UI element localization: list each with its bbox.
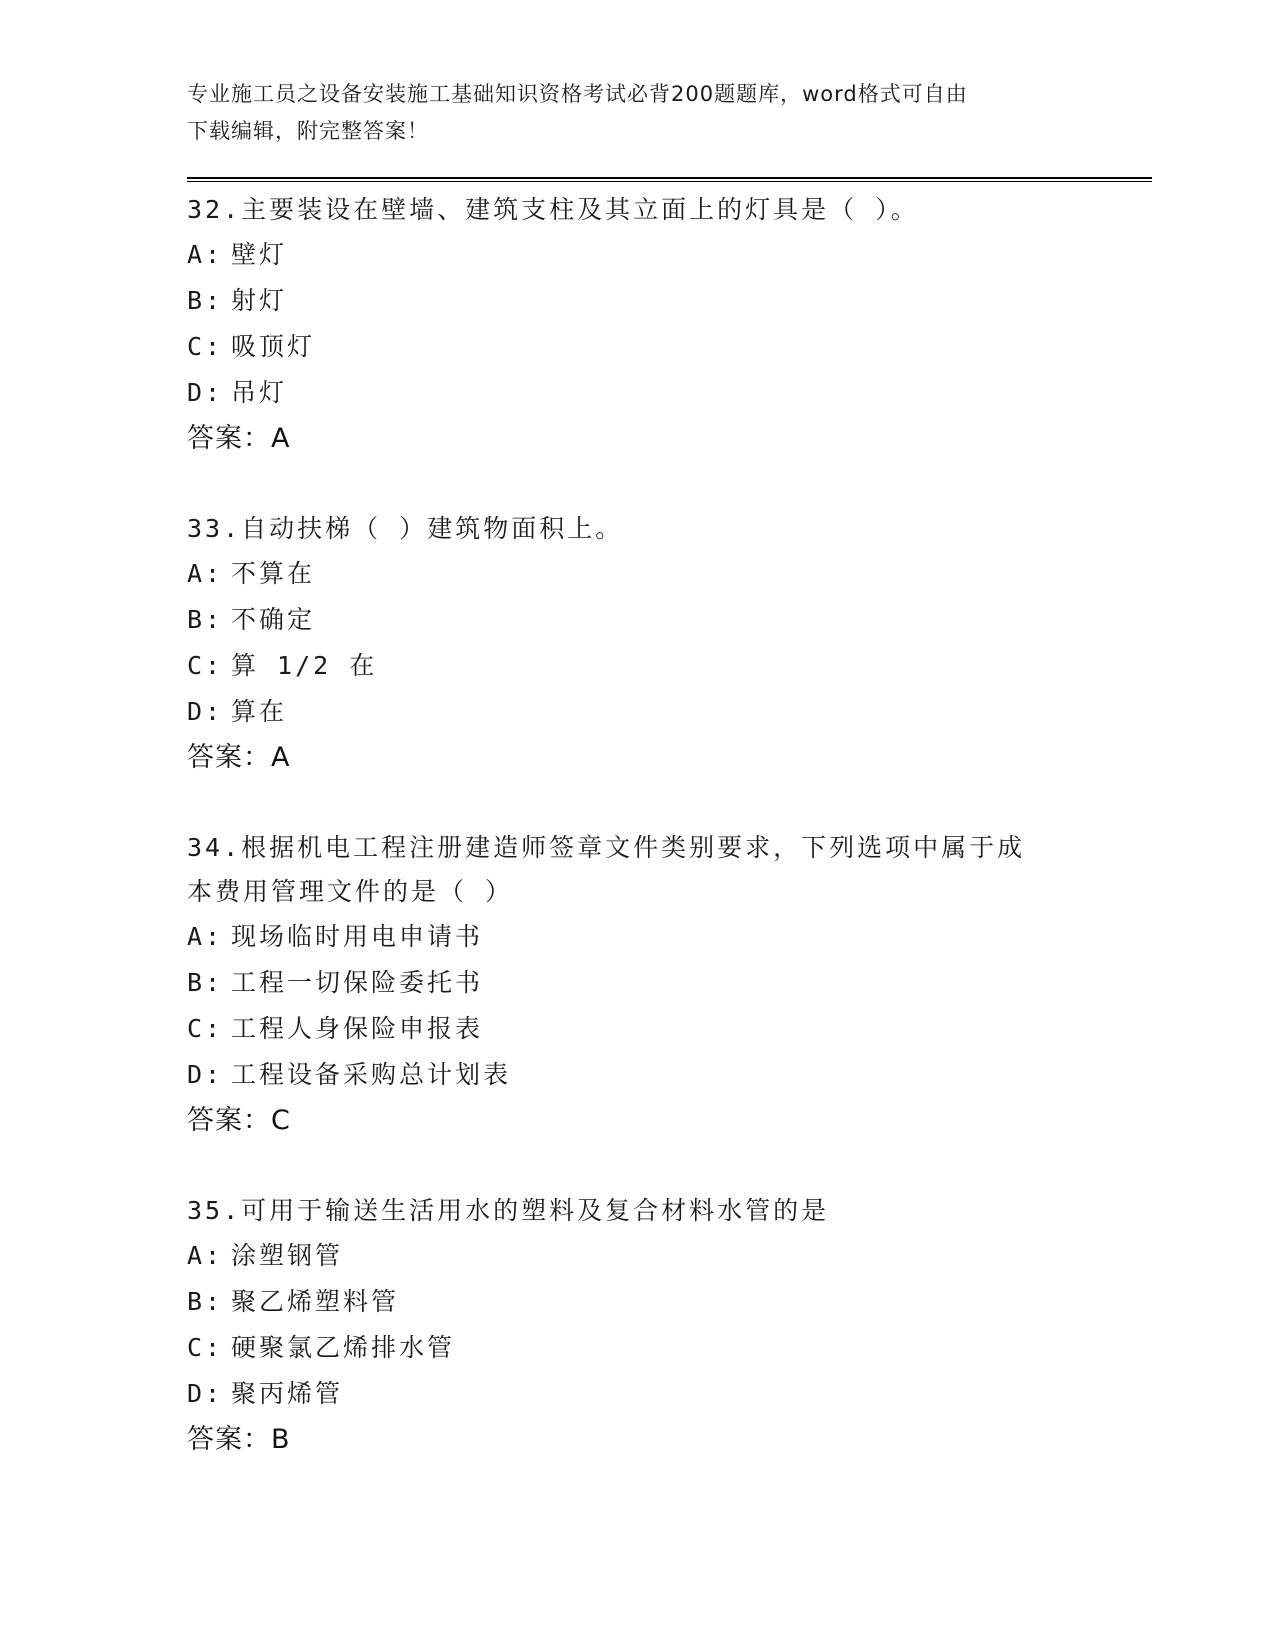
- option-text: 工程一切保险委托书: [231, 968, 484, 997]
- header-divider-thin: [187, 181, 1152, 182]
- option-text: 工程人身保险申报表: [231, 1014, 484, 1043]
- answer-line: 答案：C: [187, 1105, 291, 1136]
- option-b: [187, 597, 1087, 643]
- question-32: [187, 188, 1087, 462]
- option-text: 吸顶灯: [231, 332, 316, 361]
- option-key: A:: [187, 559, 224, 588]
- option-text: 聚乙烯塑料管: [231, 1287, 400, 1316]
- option-text: 算 1/2 在: [231, 651, 378, 680]
- question-35: [187, 1189, 1087, 1463]
- option-key: B:: [187, 968, 224, 997]
- question-stem: 32.主要装设在壁墙、建筑支柱及其立面上的灯具是（ ）。: [187, 195, 919, 224]
- option-key: C:: [187, 1014, 224, 1043]
- question-list: [187, 188, 1087, 1508]
- option-text: 壁灯: [231, 240, 288, 269]
- option-text: 不算在: [231, 559, 316, 588]
- option-text: 工程设备采购总计划表: [231, 1060, 512, 1089]
- answer-line: 答案：A: [187, 742, 291, 773]
- option-key: C:: [187, 1333, 224, 1362]
- option-key: D:: [187, 1379, 224, 1408]
- question-stem: 35.可用于输送生活用水的塑料及复合材料水管的是: [187, 1196, 830, 1225]
- question-34: [187, 826, 1087, 1144]
- option-d: [187, 1371, 1087, 1417]
- option-key: D:: [187, 1060, 224, 1089]
- option-key: C:: [187, 332, 224, 361]
- option-b: [187, 278, 1087, 324]
- document-header: [187, 76, 1087, 150]
- question-33: [187, 507, 1087, 781]
- option-text: 聚丙烯管: [231, 1379, 344, 1408]
- option-text: 不确定: [231, 605, 316, 634]
- option-key: A:: [187, 922, 224, 951]
- option-key: D:: [187, 378, 224, 407]
- option-key: D:: [187, 697, 224, 726]
- option-b: [187, 960, 1087, 1006]
- answer-line: 答案：A: [187, 423, 291, 454]
- option-key: A:: [187, 240, 224, 269]
- header-divider-thick: [187, 177, 1152, 179]
- question-stem: 34.根据机电工程注册建造师签章文件类别要求，下列选项中属于成本费用管理文件的是（ ）: [187, 833, 1026, 906]
- option-key: B:: [187, 605, 224, 634]
- header-line-1: 专业施工员之设备安装施工基础知识资格考试必背200题题库，word格式可自由: [187, 82, 968, 106]
- option-text: 现场临时用电申请书: [231, 922, 484, 951]
- question-stem: 33.自动扶梯（ ）建筑物面积上。: [187, 514, 624, 543]
- option-a: [187, 232, 1087, 278]
- option-text: 涂塑钢管: [231, 1241, 344, 1270]
- option-text: 射灯: [231, 286, 288, 315]
- option-b: [187, 1279, 1087, 1325]
- option-d: [187, 1052, 1087, 1098]
- option-a: [187, 1233, 1087, 1279]
- option-text: 硬聚氯乙烯排水管: [231, 1333, 456, 1362]
- option-d: [187, 689, 1087, 735]
- option-text: 吊灯: [231, 378, 288, 407]
- answer-line: 答案：B: [187, 1424, 291, 1455]
- option-key: C:: [187, 651, 224, 680]
- option-key: B:: [187, 286, 224, 315]
- header-line-2: 下载编辑，附完整答案！: [187, 119, 429, 143]
- option-key: A:: [187, 1241, 224, 1270]
- option-c: [187, 643, 1087, 689]
- option-text: 算在: [231, 697, 288, 726]
- option-c: [187, 1325, 1087, 1371]
- option-key: B:: [187, 1287, 224, 1316]
- option-a: [187, 914, 1087, 960]
- option-c: [187, 324, 1087, 370]
- option-c: [187, 1006, 1087, 1052]
- option-d: [187, 370, 1087, 416]
- option-a: [187, 551, 1087, 597]
